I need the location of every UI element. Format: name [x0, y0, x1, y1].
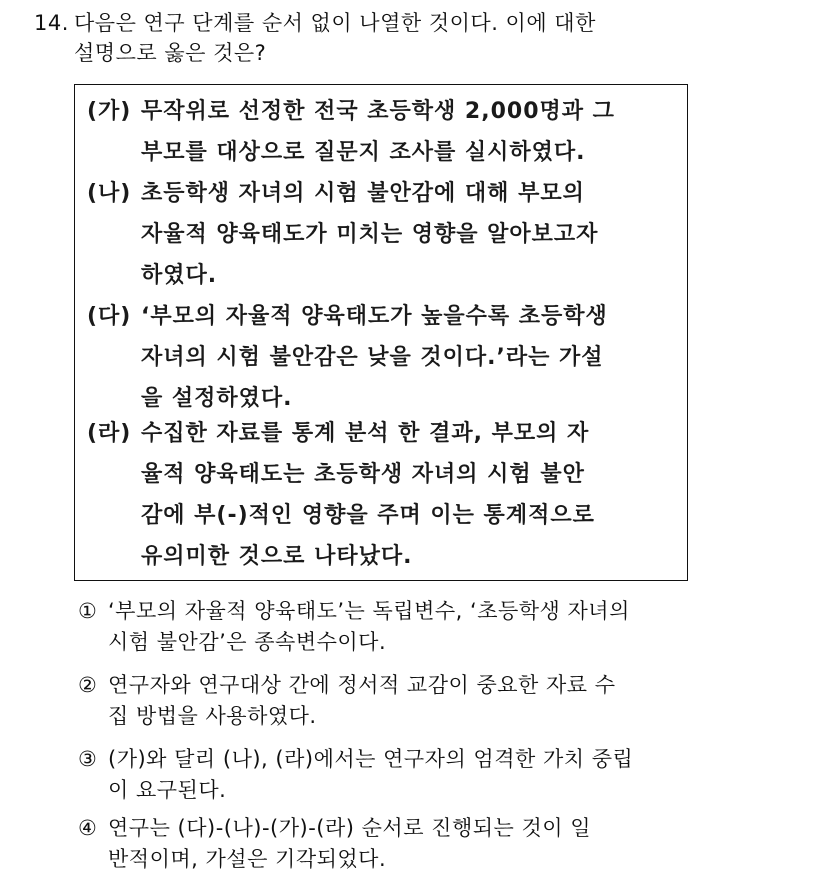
question-text-2: 설명으로 옳은 것은? — [74, 41, 267, 65]
option-text: ‘부모의 자율적 양육태도’는 독립변수, ‘초등학생 자녀의 — [108, 599, 630, 623]
item-line: 자녀의 시험 불안감은 낮을 것이다.’라는 가설 — [141, 345, 604, 370]
option-marker: ② — [78, 673, 98, 697]
item-line: 하였다. — [141, 263, 218, 288]
item-line: 수집한 자료를 통계 분석 한 결과, 부모의 자 — [141, 421, 590, 446]
option-text: 이 요구된다. — [108, 778, 227, 802]
item-label: (다) — [87, 304, 132, 329]
option-2[interactable] — [78, 670, 798, 732]
box-item-da — [87, 296, 677, 419]
box-item-na — [87, 173, 677, 296]
item-line: 자율적 양육태도가 미치는 영향을 알아보고자 — [141, 222, 599, 247]
question-stem — [34, 8, 794, 68]
item-line: 초등학생 자녀의 시험 불안감에 대해 부모의 — [141, 181, 585, 206]
option-text: 집 방법을 사용하였다. — [108, 704, 317, 728]
option-text: 연구는 (다)-(나)-(가)-(라) 순서로 진행되는 것이 일 — [108, 816, 592, 840]
option-marker: ① — [78, 599, 98, 623]
item-line: 율적 양육태도는 초등학생 자녀의 시험 불안 — [141, 462, 585, 487]
item-line: 유의미한 것으로 나타났다. — [141, 544, 413, 569]
option-text: 시험 불안감’은 종속변수이다. — [108, 630, 387, 654]
item-label: (나) — [87, 181, 132, 206]
item-line: 부모를 대상으로 질문지 조사를 실시하였다. — [141, 140, 586, 165]
option-text: 연구자와 연구대상 간에 정서적 교감이 중요한 자료 수 — [108, 673, 616, 697]
box-item-ra — [87, 413, 677, 577]
item-label: (가) — [87, 99, 132, 124]
option-3[interactable] — [78, 744, 798, 806]
option-text: (가)와 달리 (나), (라)에서는 연구자의 엄격한 가치 중립 — [108, 747, 634, 771]
box-item-ga — [87, 91, 677, 173]
option-marker: ④ — [78, 816, 98, 840]
option-4[interactable] — [78, 813, 798, 875]
item-line: 을 설정하였다. — [141, 386, 293, 411]
option-text: 반적이며, 가설은 기각되었다. — [108, 847, 387, 871]
option-marker: ③ — [78, 747, 98, 771]
question-number: 14. — [34, 11, 69, 35]
passage-box — [74, 84, 688, 581]
question-text-1: 다음은 연구 단계를 순서 없이 나열한 것이다. 이에 대한 — [74, 11, 596, 35]
item-line: 감에 부(-)적인 영향을 주며 이는 통계적으로 — [141, 503, 595, 528]
option-1[interactable] — [78, 596, 798, 658]
item-line: 무작위로 선정한 전국 초등학생 2,000명과 그 — [141, 99, 615, 124]
item-line: ‘부모의 자율적 양육태도가 높을수록 초등학생 — [141, 304, 608, 329]
item-label: (라) — [87, 421, 132, 446]
question-line-1 — [34, 8, 794, 38]
